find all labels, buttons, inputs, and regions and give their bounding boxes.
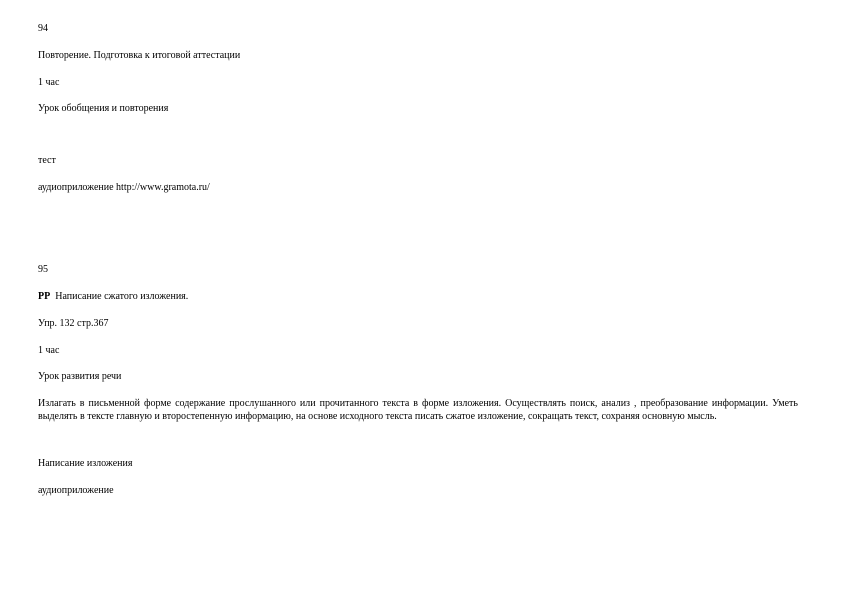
- lesson-description: Излагать в письменной форме содержание прослушанного или прочитанного текста в форме изложения. Осуществлять поиск, анализ , преобразование информации. Уметь выделять в тексте главную и второстепенную информацию, на основе исходного текста писать сжатое изложение, сокращать текст, сохраняя основную мысль.: [38, 398, 798, 422]
- lesson-number: 95: [38, 264, 48, 275]
- lesson-topic: Повторение. Подготовка к итоговой аттестации: [38, 50, 241, 61]
- lesson-type: Урок обобщения и повторения: [38, 103, 169, 114]
- lesson-control: Написание изложения: [38, 458, 133, 469]
- lesson-hours: 1 час: [38, 345, 60, 356]
- lesson-hours: 1 час: [38, 77, 60, 88]
- lesson-number: 94: [38, 23, 48, 34]
- lesson-topic-line: [38, 291, 188, 303]
- topic-prefix: РР: [38, 291, 51, 302]
- lesson-type: Урок развития речи: [38, 371, 122, 382]
- lesson-control: тест: [38, 155, 56, 166]
- lesson-resources: аудиоприложение: [38, 485, 114, 496]
- lesson-topic: Написание сжатого изложения.: [55, 291, 189, 302]
- lesson-resources: аудиоприложение http://www.gramota.ru/: [38, 182, 210, 193]
- lesson-exercise: Упр. 132 стр.367: [38, 318, 109, 329]
